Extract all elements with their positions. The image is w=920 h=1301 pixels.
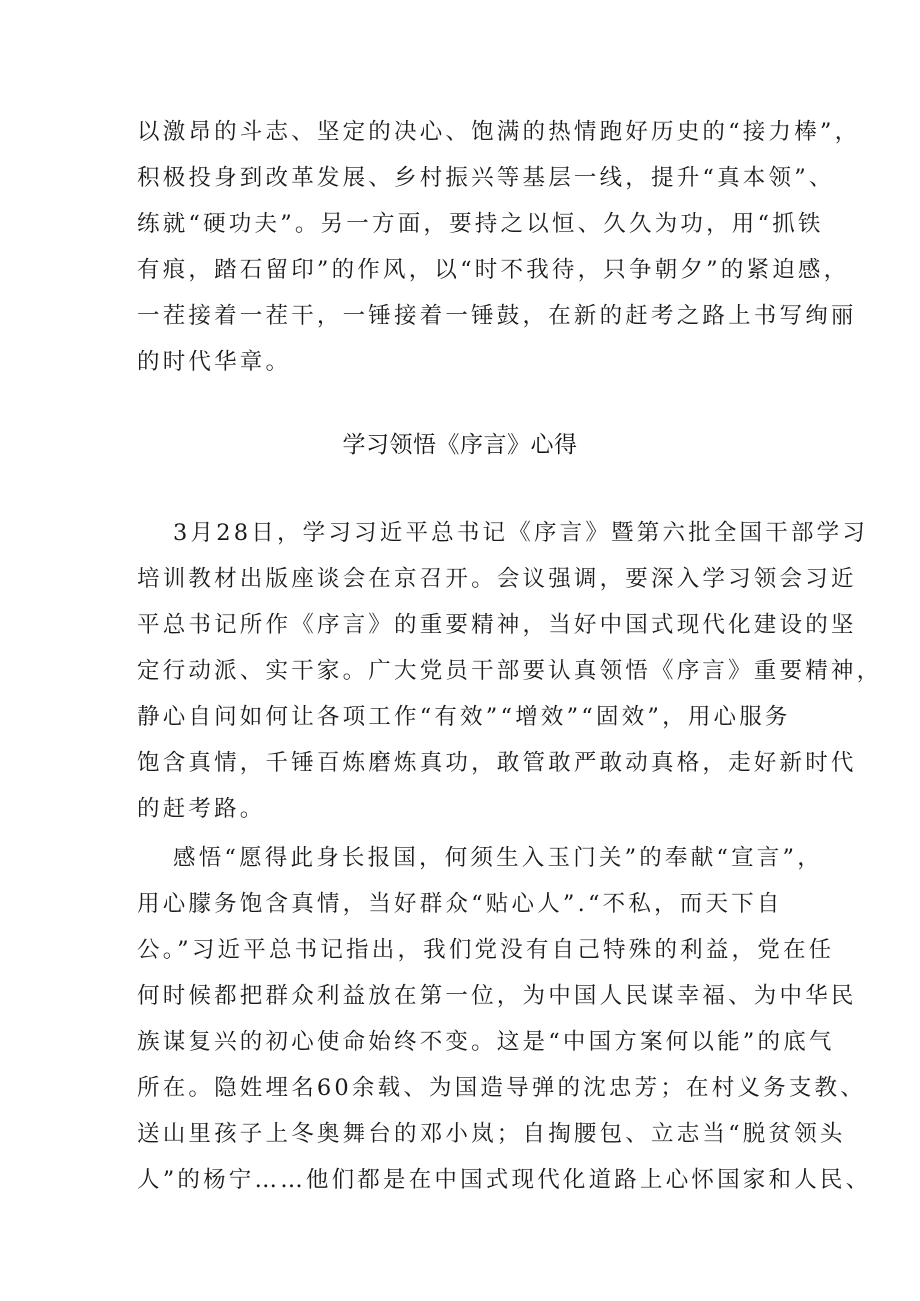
- text-line: 族谋复兴的初心使命始终不变。这是“中国方案何以能”的底气: [137, 1029, 835, 1055]
- text-line: 积极投身到改革发展、乡村振兴等基层一线，提升“真本领”、: [137, 165, 835, 191]
- text-line: 定行动派、实干家。广大党员干部要认真领悟《序言》重要精神，: [137, 658, 883, 684]
- text-line: 的赶考路。: [137, 796, 266, 822]
- text-line: 送山里孩子上冬奥舞台的邓小岚；自掏腰包、立志当“脱贫领头: [137, 1121, 846, 1147]
- text-line: 的时代华章。: [137, 349, 292, 375]
- text-line: 人”的杨宁……他们都是在中国式现代化道路上心怀国家和人民、: [137, 1167, 872, 1193]
- text-line: 静心自问如何让各项工作“有效”“增效”“固效”，用心服务: [137, 704, 791, 730]
- text-line: 平总书记所作《序言》的重要精神，当好中国式现代化建设的坚: [137, 612, 857, 638]
- text-line: 饱含真情，千锤百炼磨炼真功，敢管敢严敢动真格，走好新时代: [137, 750, 857, 776]
- text-line: 一茬接着一茬干，一锤接着一锤鼓，在新的赶考之路上书写绚丽: [137, 303, 857, 329]
- text-line: 练就“硬功夫”。另一方面，要持之以恒、久久为功，用“抓铁: [137, 211, 824, 237]
- text-line: 培训教材出版座谈会在京召开。会议强调，要深入学习领会习近: [137, 566, 857, 592]
- text-line: 用心朦务饱含真情，当好群众“贴心人”.“不私，而天下自: [137, 891, 783, 917]
- text-line: 何时候都把群众利益放在第一位，为中国人民谋幸福、为中华民: [137, 983, 857, 1009]
- text-line: 所在。隐姓埋名60余载、为国造导弹的沈忠芳；在村义务支教、: [137, 1075, 866, 1101]
- text-line: 感悟“愿得此身长报国，何须生入玉门关”的奉献“宣言”，: [173, 845, 823, 871]
- text-line: 以激昂的斗志、坚定的决心、饱满的热情跑好历史的“接力棒”，: [137, 119, 861, 145]
- text-line: 3月28日，学习习近平总书记《序言》暨第六批全国干部学习: [173, 520, 869, 546]
- text-line: 有痕，踏石留印”的作风，以“时不我待，只争朝夕”的紧迫感，: [137, 257, 850, 283]
- text-line: 公。”习近平总书记指出，我们党没有自己特殊的利益，党在任: [137, 937, 835, 963]
- section-title: 学习领悟《序言》心得: [342, 432, 578, 458]
